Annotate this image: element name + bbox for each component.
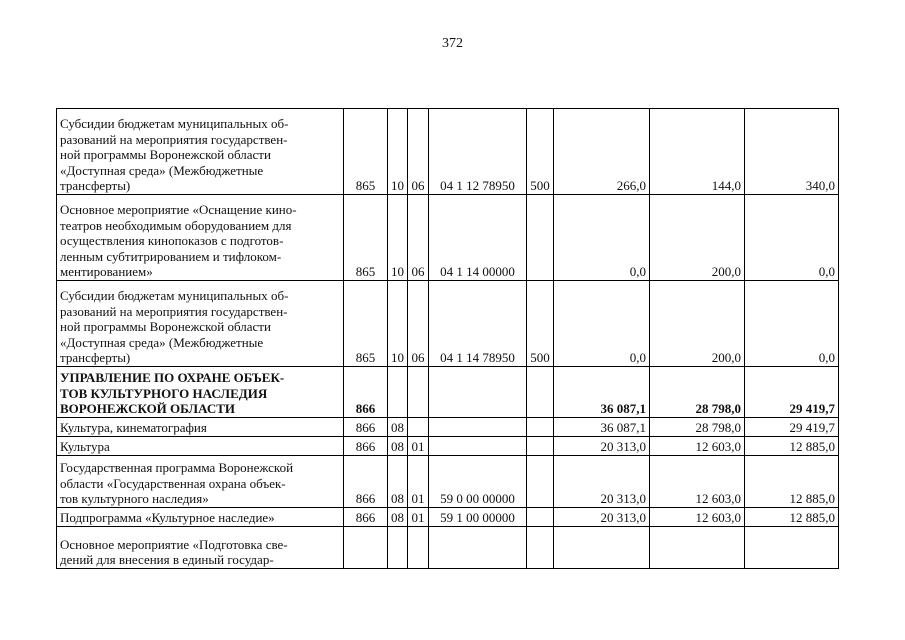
cell-subsection-code: 01: [408, 456, 429, 508]
cell-target-article-code: 04 1 12 78950: [429, 109, 527, 195]
cell-chief-admin-code: 866: [344, 508, 388, 527]
item-name-line: Основное мероприятие «Подготовка све-: [60, 536, 288, 552]
cell-amount-year-1: 36 087,1: [554, 367, 650, 418]
cell-amount-year-2: 12 603,0: [650, 508, 745, 527]
table-row: [57, 418, 839, 437]
cell-amount-year-3: 29 419,7: [745, 418, 839, 437]
cell-section-code: [388, 367, 408, 418]
item-name-line: ной программы Воронежской области: [60, 147, 271, 163]
item-name-line: ВОРОНЕЖСКОЙ ОБЛАСТИ: [60, 401, 236, 417]
table-row: [57, 456, 839, 508]
cell-chief-admin-code: 865: [344, 281, 388, 367]
cell-expense-type-code: [527, 418, 554, 437]
cell-subsection-code: [408, 367, 429, 418]
cell-amount-year-1: [554, 527, 650, 569]
cell-chief-admin-code: 866: [344, 418, 388, 437]
item-name-line: ментированием»: [60, 264, 153, 280]
cell-subsection-code: 06: [408, 109, 429, 195]
item-name-line: Культура: [60, 439, 110, 455]
cell-subsection-code: 01: [408, 437, 429, 456]
cell-subsection-code: [408, 418, 429, 437]
item-name-line: «Доступная среда» (Межбюджетные: [60, 162, 264, 178]
cell-amount-year-3: 0,0: [745, 281, 839, 367]
table-row: [57, 367, 839, 418]
table-row: [57, 195, 839, 281]
cell-amount-year-1: 0,0: [554, 195, 650, 281]
cell-item-name: [57, 508, 344, 527]
table-row: [57, 109, 839, 195]
cell-chief-admin-code: 865: [344, 195, 388, 281]
cell-amount-year-2: 12 603,0: [650, 456, 745, 508]
cell-section-code: 10: [388, 109, 408, 195]
cell-target-article-code: 59 0 00 00000: [429, 456, 527, 508]
cell-expense-type-code: 500: [527, 281, 554, 367]
item-name-line: трансферты): [60, 178, 131, 194]
cell-subsection-code: 01: [408, 508, 429, 527]
cell-item-name: [57, 456, 344, 508]
cell-amount-year-3: 12 885,0: [745, 437, 839, 456]
cell-chief-admin-code: 866: [344, 437, 388, 456]
item-name-line: Подпрограмма «Культурное наследие»: [60, 510, 275, 526]
item-name-line: ной программы Воронежской области: [60, 319, 271, 335]
item-name-line: разований на мероприятия государствен-: [60, 303, 288, 319]
cell-amount-year-1: 20 313,0: [554, 437, 650, 456]
cell-amount-year-1: 20 313,0: [554, 456, 650, 508]
cell-amount-year-2: 200,0: [650, 281, 745, 367]
cell-item-name: [57, 109, 344, 195]
cell-section-code: 08: [388, 456, 408, 508]
cell-chief-admin-code: 866: [344, 367, 388, 418]
cell-item-name: [57, 527, 344, 569]
item-name-line: УПРАВЛЕНИЕ ПО ОХРАНЕ ОБЪЕК-: [60, 370, 285, 386]
item-name-line: разований на мероприятия государствен-: [60, 131, 288, 147]
cell-amount-year-2: 200,0: [650, 195, 745, 281]
cell-chief-admin-code: [344, 527, 388, 569]
table-row: [57, 437, 839, 456]
cell-item-name: [57, 281, 344, 367]
cell-amount-year-2: 12 603,0: [650, 437, 745, 456]
cell-amount-year-1: 0,0: [554, 281, 650, 367]
item-name-line: ленным субтитрированием и тифлоком-: [60, 248, 282, 264]
table-row: [57, 281, 839, 367]
table-body: [57, 109, 839, 569]
cell-chief-admin-code: 865: [344, 109, 388, 195]
cell-target-article-code: [429, 527, 527, 569]
cell-expense-type-code: [527, 195, 554, 281]
item-name-line: Основное мероприятие «Оснащение кино-: [60, 202, 297, 218]
cell-subsection-code: 06: [408, 281, 429, 367]
cell-expense-type-code: [527, 508, 554, 527]
cell-target-article-code: [429, 437, 527, 456]
cell-target-article-code: [429, 418, 527, 437]
item-name-line: дений для внесения в единый государ-: [60, 552, 274, 568]
cell-item-name: [57, 195, 344, 281]
item-name-line: «Доступная среда» (Межбюджетные: [60, 334, 264, 350]
cell-target-article-code: 04 1 14 78950: [429, 281, 527, 367]
item-name-line: Культура, кинематография: [60, 420, 207, 436]
item-name-line: тов культурного наследия»: [60, 491, 209, 507]
table-row: [57, 508, 839, 527]
cell-expense-type-code: 500: [527, 109, 554, 195]
item-name-line: Государственная программа Воронежской: [60, 460, 294, 476]
cell-amount-year-2: [650, 527, 745, 569]
item-name-line: осуществления кинопоказов с подготов-: [60, 233, 284, 249]
cell-amount-year-3: 29 419,7: [745, 367, 839, 418]
cell-subsection-code: 06: [408, 195, 429, 281]
cell-amount-year-3: 12 885,0: [745, 508, 839, 527]
cell-expense-type-code: [527, 456, 554, 508]
item-name-line: Субсидии бюджетам муниципальных об-: [60, 288, 289, 304]
cell-amount-year-1: 20 313,0: [554, 508, 650, 527]
budget-table: [56, 108, 839, 569]
cell-subsection-code: [408, 527, 429, 569]
cell-amount-year-3: 340,0: [745, 109, 839, 195]
cell-amount-year-2: 28 798,0: [650, 418, 745, 437]
cell-expense-type-code: [527, 367, 554, 418]
cell-section-code: 10: [388, 281, 408, 367]
cell-amount-year-2: 28 798,0: [650, 367, 745, 418]
table-row: [57, 527, 839, 569]
item-name-line: области «Государственная охрана объек-: [60, 475, 286, 491]
cell-section-code: [388, 527, 408, 569]
cell-section-code: 08: [388, 418, 408, 437]
item-name-line: ТОВ КУЛЬТУРНОГО НАСЛЕДИЯ: [60, 385, 268, 401]
cell-target-article-code: [429, 367, 527, 418]
cell-amount-year-3: 0,0: [745, 195, 839, 281]
cell-target-article-code: 59 1 00 00000: [429, 508, 527, 527]
cell-expense-type-code: [527, 437, 554, 456]
cell-expense-type-code: [527, 527, 554, 569]
cell-item-name: [57, 418, 344, 437]
cell-section-code: 10: [388, 195, 408, 281]
cell-amount-year-3: 12 885,0: [745, 456, 839, 508]
cell-item-name: [57, 437, 344, 456]
item-name-line: трансферты): [60, 350, 131, 366]
cell-section-code: 08: [388, 437, 408, 456]
cell-target-article-code: 04 1 14 00000: [429, 195, 527, 281]
page-number: 372: [442, 36, 463, 51]
cell-amount-year-1: 266,0: [554, 109, 650, 195]
cell-amount-year-3: [745, 527, 839, 569]
cell-section-code: 08: [388, 508, 408, 527]
cell-item-name: [57, 367, 344, 418]
item-name-line: Субсидии бюджетам муниципальных об-: [60, 116, 289, 132]
cell-amount-year-1: 36 087,1: [554, 418, 650, 437]
cell-amount-year-2: 144,0: [650, 109, 745, 195]
cell-chief-admin-code: 866: [344, 456, 388, 508]
item-name-line: театров необходимым оборудованием для: [60, 217, 292, 233]
